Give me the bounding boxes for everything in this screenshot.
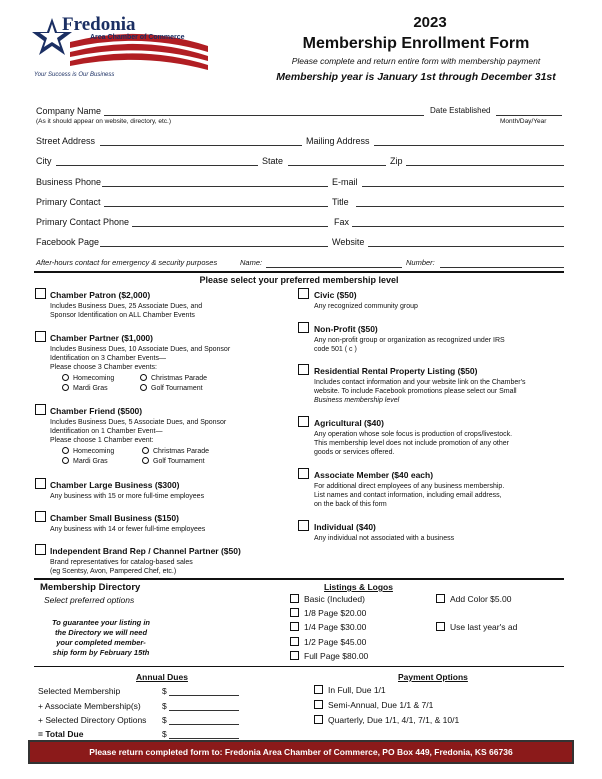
note-line: your completed member- [56,638,146,647]
date-format-note: Month/Day/Year [500,118,547,125]
radio-icon [142,457,149,464]
event-label: Christmas Parade [151,375,208,382]
radio-icon [140,384,147,391]
level-desc: Any business with 14 or fewer full-time employees [50,526,206,533]
note-line: To guarantee your listing in [51,618,151,627]
agricultural-checkbox[interactable] [298,416,309,427]
friend-event-mardi-gras[interactable] [62,457,108,465]
divider [34,578,564,580]
level-desc: Includes contact information and your website link on the Chamber's [314,379,526,386]
dues-row-amount: $ [162,686,167,696]
dues-row-amount: $ [162,715,167,725]
fax-field[interactable] [352,217,564,227]
street-address-field[interactable] [100,136,302,146]
level-desc: Any business with 15 or more full-time employees [50,493,205,500]
logo-tagline: Your Success is Our Business [34,72,115,78]
residential-rental-checkbox[interactable] [298,364,309,375]
half-page-checkbox[interactable] [290,637,299,646]
radio-icon [62,457,69,464]
logo-name: Fredonia [62,14,136,35]
level-desc: code 501 ( c ) [314,346,357,353]
partner-event-mardi-gras[interactable] [62,384,108,392]
listings-heading: Listings & Logos [324,582,393,592]
level-desc: goods or services offered. [314,449,395,456]
full-page-checkbox[interactable] [290,651,299,660]
non-profit-checkbox[interactable] [298,322,309,333]
company-name-label: Company Name [36,106,102,116]
level-title: Independent Brand Rep / Channel Partner ($50) [50,546,241,556]
levels-heading: Please select your preferred membership level [199,275,399,285]
selected-membership-field[interactable] [169,686,239,696]
dues-row-amount: $ [162,729,167,739]
payment-option: In Full, Due 1/1 [328,685,386,695]
total-due-field[interactable] [169,729,239,739]
friend-event-golf-tournament[interactable] [142,457,205,465]
city-label: City [36,156,52,166]
level-desc: Identification on 1 Chamber Event— [50,428,163,435]
level-desc: Business membership level [314,397,400,404]
directory-deadline-note [34,618,168,658]
event-label: Golf Tournament [151,385,203,392]
listing-option: Add Color $5.00 [450,594,512,604]
after-hours-name-field[interactable] [266,258,402,268]
state-label: State [262,156,284,166]
chamber-partner-checkbox[interactable] [35,331,46,342]
level-title: Chamber Patron ($2,000) [50,290,151,300]
level-title: Chamber Friend ($500) [50,406,143,416]
event-label: Mardi Gras [73,458,108,465]
form-instructions: Please complete and return entire form with membership payment [291,56,541,66]
after-hours-number-field[interactable] [440,258,564,268]
title-label: Title [332,197,349,207]
website-label: Website [332,237,365,247]
event-label: Christmas Parade [153,448,210,455]
membership-year: Membership year is January 1st through December 31st [276,71,556,83]
fax-label: Fax [334,217,350,227]
level-title: Non-Profit ($50) [314,324,378,334]
partner-event-christmas-parade[interactable] [140,374,207,382]
brand-rep-checkbox[interactable] [35,544,46,555]
event-label: Golf Tournament [153,458,205,465]
level-desc: Please choose 1 Chamber event: [50,437,154,444]
add-color-checkbox[interactable] [436,594,445,603]
level-desc: Any individual not associated with a business [314,535,455,542]
partner-event-golf-tournament[interactable] [140,384,203,392]
company-name-note: (As it should appear on website, directory, etc.) [36,118,171,125]
listing-option: Basic (Included) [304,594,365,604]
company-name-field[interactable] [104,106,424,116]
level-desc: For additional direct employees of any business membership. [314,483,505,490]
associate-membership-field[interactable] [169,701,239,711]
dues-row-label: Selected Membership [38,686,121,696]
radio-icon [140,374,147,381]
primary-contact-label: Primary Contact [36,197,101,207]
quarter-page-checkbox[interactable] [290,622,299,631]
radio-icon [142,447,149,454]
page-title: Membership Enrollment Form [302,35,530,52]
email-label: E-mail [332,177,358,187]
zip-field[interactable] [406,156,564,166]
last-year-ad-checkbox[interactable] [436,622,445,631]
level-desc: Please choose 3 Chamber events: [50,364,158,371]
level-desc: Includes Business Dues, 25 Associate Dues, and [50,303,203,310]
level-desc: Identification on 3 Chamber Events— [50,355,166,362]
level-title: Chamber Partner ($1,000) [50,333,153,343]
mailing-address-label: Mailing Address [306,136,370,146]
title-field[interactable] [356,197,564,207]
level-title: Chamber Large Business ($300) [50,480,180,490]
level-desc: Includes Business Dues, 5 Associate Dues, and Sponsor [50,419,227,426]
dues-row-label: + Associate Membership(s) [38,701,141,711]
level-title: Chamber Small Business ($150) [50,513,179,523]
directory-subtitle: Select preferred options [44,595,135,605]
level-title: Individual ($40) [314,522,376,532]
event-label: Mardi Gras [73,385,108,392]
event-label: Homecoming [73,448,115,455]
individual-checkbox[interactable] [298,520,309,531]
listing-option: 1/8 Page $20.00 [304,608,367,618]
divider [34,666,564,667]
dues-row-amount: $ [162,701,167,711]
payment-heading: Payment Options [398,672,468,682]
directory-options-field[interactable] [169,715,239,725]
pay-quarterly-checkbox[interactable] [314,715,323,724]
city-field[interactable] [56,156,258,166]
level-title: Civic ($50) [314,290,357,300]
friend-event-christmas-parade[interactable] [142,447,209,455]
pay-in-full-checkbox[interactable] [314,685,323,694]
level-desc: This membership level does not include promotion of any other [314,440,509,447]
after-hours-number-label: Number: [406,258,435,267]
level-desc: website. To include Facebook promotions please select our Small [314,388,517,395]
listing-option: 1/2 Page $45.00 [304,637,367,647]
dues-row-label: + Selected Directory Options [38,715,147,725]
chamber-small-business-checkbox[interactable] [35,511,46,522]
friend-event-homecoming[interactable] [62,447,114,455]
partner-event-homecoming[interactable] [62,374,114,382]
basic-listing-checkbox[interactable] [290,594,299,603]
radio-icon [62,374,69,381]
level-desc: (eg Scentsy, Avon, Pampered Chef, etc.) [50,568,177,575]
chamber-patron-checkbox[interactable] [35,288,46,299]
facebook-page-field[interactable] [100,237,328,247]
pay-semi-annual-checkbox[interactable] [314,700,323,709]
radio-icon [62,447,69,454]
level-desc: Sponsor Identification on ALL Chamber Events [50,312,195,319]
after-hours-label: After-hours contact for emergency & security purposes [36,258,218,267]
chamber-friend-checkbox[interactable] [35,404,46,415]
return-address-banner: Please return completed form to: Fredonia Area Chamber of Commerce, PO Box 449, Fredonia, KS 66736 [28,740,574,764]
level-title: Agricultural ($40) [314,418,384,428]
level-desc: List names and contact information, including email address, [314,492,502,499]
radio-icon [62,384,69,391]
dues-row-label: = Total Due [38,729,84,739]
level-title: Associate Member ($40 each) [314,470,434,480]
email-field[interactable] [362,177,564,187]
note-line: the Directory we will need [54,628,148,637]
listing-option: Use last year's ad [450,622,518,632]
business-phone-field[interactable] [102,177,328,187]
eighth-page-checkbox[interactable] [290,608,299,617]
listing-option: Full Page $80.00 [304,651,369,661]
zip-label: Zip [390,156,403,166]
primary-contact-field[interactable] [104,197,328,207]
date-established-label: Date Established [430,106,491,115]
website-field[interactable] [368,237,564,247]
divider [34,271,564,273]
primary-contact-phone-label: Primary Contact Phone [36,217,130,227]
primary-contact-phone-field[interactable] [132,217,328,227]
level-title: Residential Rental Property Listing ($50) [314,366,478,376]
after-hours-name-label: Name: [240,258,263,267]
street-address-label: Street Address [36,136,96,146]
payment-option: Quarterly, Due 1/1, 4/1, 7/1, & 10/1 [328,715,460,725]
event-label: Homecoming [73,375,115,382]
level-desc: Any recognized community group [314,303,418,310]
date-established-field[interactable] [496,106,562,116]
chamber-large-business-checkbox[interactable] [35,478,46,489]
listing-option: 1/4 Page $30.00 [304,622,367,632]
business-phone-label: Business Phone [36,177,102,187]
note-line: ship form by February 15th [52,648,150,657]
level-desc: Any non-profit group or organization as recognized under IRS [314,337,505,344]
level-desc: Brand representatives for catalog-based sales [50,559,193,566]
facebook-page-label: Facebook Page [36,237,100,247]
dues-heading: Annual Dues [136,672,188,682]
logo-subtitle: Area Chamber of Commerce [90,34,185,41]
directory-title: Membership Directory [40,582,141,593]
level-desc: Any operation whose sole focus is production of crops/livestock. [314,431,513,438]
mailing-address-field[interactable] [374,136,564,146]
form-year: 2023 [413,14,447,31]
state-field[interactable] [288,156,386,166]
payment-option: Semi-Annual, Due 1/1 & 7/1 [328,700,434,710]
associate-member-checkbox[interactable] [298,468,309,479]
level-desc: Includes Business Dues, 10 Associate Dues, and Sponsor [50,346,231,353]
level-desc: on the back of this form [314,501,387,508]
civic-checkbox[interactable] [298,288,309,299]
